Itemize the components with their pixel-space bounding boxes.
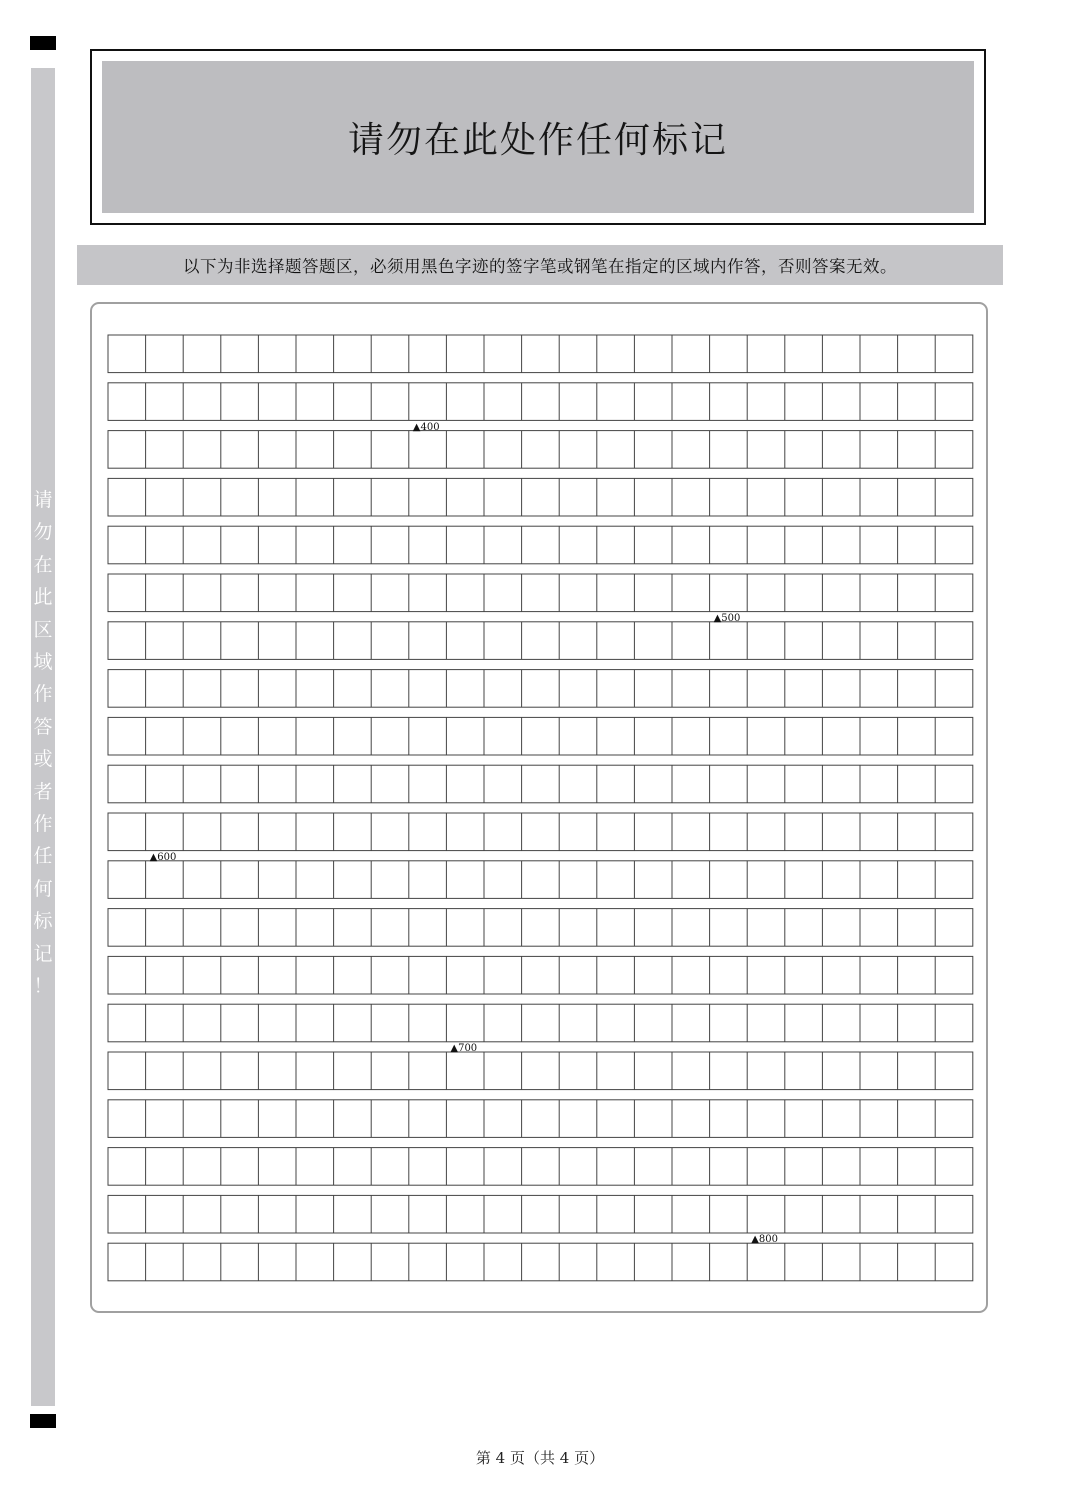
- grid-row[interactable]: [108, 383, 973, 421]
- grid-row[interactable]: [108, 765, 973, 803]
- side-notice: [31, 484, 55, 1003]
- side-notice-char: 在: [33, 553, 53, 576]
- side-notice-char: 作: [33, 683, 53, 706]
- no-mark-title: 请勿在此处作任何标记: [347, 119, 728, 161]
- grid-row[interactable]: [108, 431, 973, 469]
- side-notice-char: 或: [33, 748, 53, 771]
- word-count-mark: ▲500: [713, 612, 741, 624]
- grid-row[interactable]: [108, 670, 973, 708]
- grid-row[interactable]: [108, 526, 973, 564]
- registration-mark-top: [30, 36, 56, 50]
- grid-row[interactable]: [108, 1052, 973, 1090]
- word-count-mark: ▲600: [149, 851, 177, 863]
- side-notice-char: 任: [33, 845, 53, 868]
- side-notice-char: 记: [33, 942, 53, 965]
- side-notice-char: 请: [33, 489, 53, 511]
- word-count-mark: ▲400: [412, 421, 440, 433]
- word-count-mark: ▲700: [450, 1043, 478, 1054]
- grid-row[interactable]: [108, 1004, 973, 1042]
- side-notice-char: 何: [33, 877, 53, 900]
- grid-row[interactable]: [108, 622, 973, 660]
- grid-row[interactable]: [108, 813, 973, 851]
- side-notice-char: 区: [33, 618, 53, 641]
- grid-row[interactable]: [108, 717, 973, 755]
- grid-row[interactable]: [108, 909, 973, 947]
- side-notice-char: 者: [33, 780, 53, 803]
- side-notice-char: 域: [33, 651, 53, 674]
- no-mark-panel: [102, 61, 974, 213]
- grid-row[interactable]: [108, 574, 973, 612]
- side-notice-char: 答: [33, 715, 53, 738]
- writing-grid[interactable]: [92, 304, 986, 1311]
- word-count-mark: ▲800: [751, 1234, 778, 1246]
- grid-row[interactable]: [108, 335, 973, 373]
- no-mark-box: [90, 49, 986, 225]
- grid-row[interactable]: [108, 1243, 973, 1281]
- grid-row[interactable]: [108, 861, 973, 899]
- instruction-bar: [77, 245, 1003, 285]
- side-notice-char: 此: [33, 586, 53, 609]
- answer-area[interactable]: [90, 302, 988, 1313]
- grid-row[interactable]: [108, 1195, 973, 1233]
- side-notice-char: ！: [33, 975, 53, 998]
- page-footer: 第 4 页（共 4 页）: [475, 1449, 605, 1467]
- grid-row[interactable]: [108, 1100, 973, 1138]
- side-notice-char: 勿: [33, 521, 53, 544]
- registration-mark-bottom: [30, 1414, 56, 1428]
- side-notice-char: 标: [33, 910, 53, 933]
- grid-row[interactable]: [108, 478, 973, 516]
- instruction-text: 以下为非选择题答题区，必须用黑色字迹的签字笔或钢笔在指定的区域内作答，否则答案无效。: [183, 257, 897, 276]
- grid-row[interactable]: [108, 956, 973, 994]
- side-notice-char: 作: [33, 813, 53, 836]
- grid-row[interactable]: [108, 1148, 973, 1186]
